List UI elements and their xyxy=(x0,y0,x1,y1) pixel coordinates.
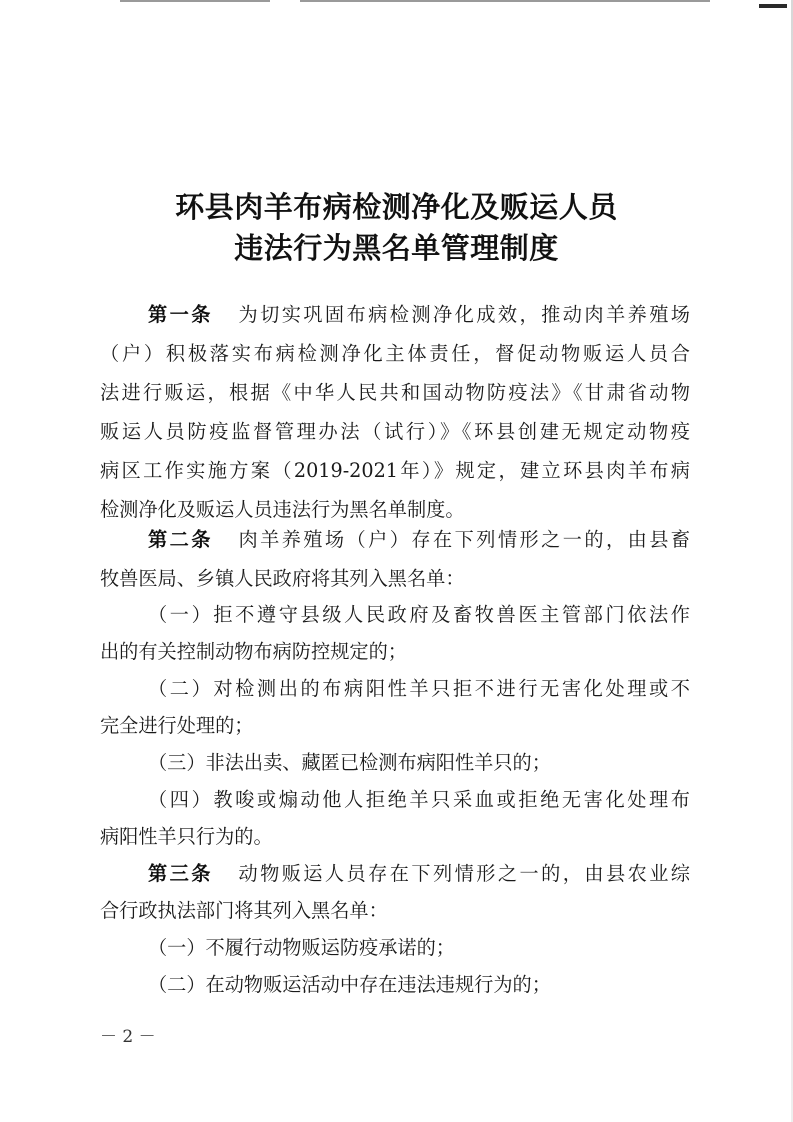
article-2-item-3: （三）非法出卖、藏匿已检测布病阳性羊只的； xyxy=(148,751,551,774)
article-1-text: 为切实巩固布病检测净化成效，推动肉羊养殖场 xyxy=(238,303,690,326)
article-3-item-1: （一）不履行动物贩运防疫承诺的； xyxy=(148,936,455,959)
article-2-item-1-line-2: 出的有关控制动物布病防控规定的； xyxy=(100,640,407,663)
article-1-line-2: （户）积极落实布病检测净化主体责任，督促动物贩运人员合 xyxy=(100,342,690,365)
article-1-label: 第一条 xyxy=(148,303,213,326)
article-3-line-1 xyxy=(148,862,690,886)
article-2-line-2: 牧兽医局、乡镇人民政府将其列入黑名单： xyxy=(100,567,465,590)
scan-top-edge-left xyxy=(120,0,270,2)
scan-top-edge-right xyxy=(300,0,710,2)
article-2-item-2-line-2: 完全进行处理的； xyxy=(100,714,254,737)
article-3-label: 第三条 xyxy=(148,862,213,885)
article-2-item-1-line-1: （一）拒不遵守县级人民政府及畜牧兽医主管部门依法作 xyxy=(148,603,690,626)
article-2-item-4-line-2: 病阳性羊只行为的。 xyxy=(100,825,273,848)
page-number: － 2 － xyxy=(100,1027,156,1047)
article-2-item-4-line-1: （四）教唆或煽动他人拒绝羊只采血或拒绝无害化处理布 xyxy=(148,788,690,811)
article-2-item-2-line-1: （二）对检测出的布病阳性羊只拒不进行无害化处理或不 xyxy=(148,677,690,700)
article-1-line-6: 检测净化及贩运人员违法行为黑名单制度。 xyxy=(100,498,465,521)
article-1-line-1 xyxy=(148,303,690,327)
article-3-item-2: （二）在动物贩运活动中存在违法违规行为的； xyxy=(148,973,551,996)
article-3-line-2: 合行政执法部门将其列入黑名单： xyxy=(100,899,388,922)
article-2-text: 肉羊养殖场（户）存在下列情形之一的，由县畜 xyxy=(238,528,690,551)
article-1-line-5: 病区工作实施方案（2019-2021年）》规定，建立环县肉羊布病 xyxy=(100,459,690,482)
article-3-text: 动物贩运人员存在下列情形之一的，由县农业综 xyxy=(238,862,690,885)
article-2-line-1 xyxy=(148,528,690,552)
document-title-line-2: 违法行为黑名单管理制度 xyxy=(234,231,559,265)
scan-corner-mark xyxy=(759,4,787,8)
article-1-line-3: 法进行贩运，根据《中华人民共和国动物防疫法》《甘肃省动物 xyxy=(100,381,690,404)
article-1-line-4: 贩运人员防疫监督管理办法（试行）》《环县创建无规定动物疫 xyxy=(100,420,690,443)
document-title-line-1: 环县肉羊布病检测净化及贩运人员 xyxy=(175,190,618,224)
article-2-label: 第二条 xyxy=(148,528,213,551)
